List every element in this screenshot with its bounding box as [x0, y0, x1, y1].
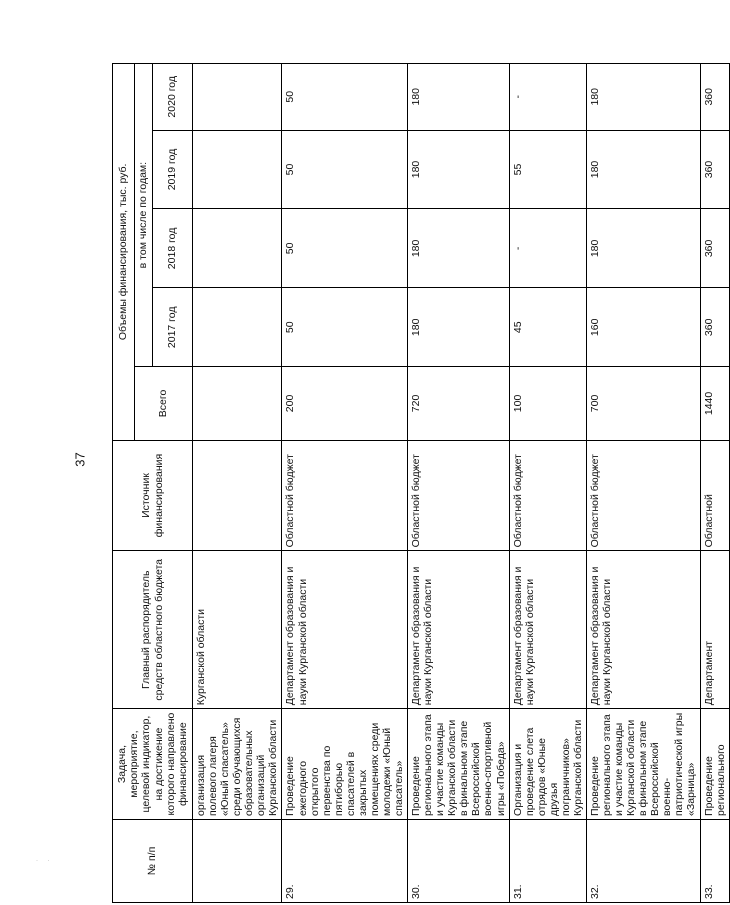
row-manager: Департамент образования и науки Курганской области: [408, 551, 510, 709]
row-2017: [193, 288, 282, 367]
table-row: [509, 64, 586, 903]
header-total: Всего: [135, 367, 193, 440]
row-manager: Департамент образования и науки Курганской области: [282, 551, 408, 709]
row-task: Проведение регионального этапа и участие команды Курганской области в финальном этапе Всероссийской военно-патриотической игры «Зарница»: [586, 709, 700, 820]
header-source: Источник финансирования: [113, 440, 193, 551]
header-num: № п/п: [113, 819, 193, 902]
row-2019: 55: [509, 130, 586, 209]
row-manager: Департамент образования и науки Курганской области: [586, 551, 700, 709]
row-2017: 160: [586, 288, 700, 367]
table-row: [586, 64, 700, 903]
row-total: 700: [586, 367, 700, 440]
row-2018: 180: [586, 209, 700, 288]
row-2018: 360: [700, 209, 729, 288]
row-source: Областной бюджет: [408, 440, 510, 551]
scan-artifact-dots: · ·: [36, 858, 54, 864]
row-2020: 50: [282, 64, 408, 131]
row-2019: 50: [282, 130, 408, 209]
header-volumes: Объемы финансирования, тыс. руб.: [113, 64, 135, 441]
row-num: 33.: [700, 819, 729, 902]
row-2019: 180: [408, 130, 510, 209]
row-total: 1440: [700, 367, 729, 440]
table-row: [700, 64, 729, 903]
header-year-2018: 2018 год: [153, 209, 193, 288]
row-source: Областной бюджет: [282, 440, 408, 551]
row-2017: 45: [509, 288, 586, 367]
row-source: Областной бюджет: [586, 440, 700, 551]
table-row: [282, 64, 408, 903]
row-manager: Курганской области: [193, 551, 282, 709]
row-2019: 180: [586, 130, 700, 209]
row-num: [193, 819, 282, 902]
row-2020: 180: [586, 64, 700, 131]
page-number: 37: [72, 452, 88, 467]
row-manager: Департамент: [700, 551, 729, 709]
table-row: [408, 64, 510, 903]
row-2017: 360: [700, 288, 729, 367]
header-task: Задача, мероприятие, целевой индикатор, на достижение которого направлено финансирование: [113, 709, 193, 820]
row-total: 200: [282, 367, 408, 440]
row-total: [193, 367, 282, 440]
row-2020: 360: [700, 64, 729, 131]
row-total: 720: [408, 367, 510, 440]
row-source: Областной: [700, 440, 729, 551]
row-2020: 180: [408, 64, 510, 131]
row-source: [193, 440, 282, 551]
row-2018: 180: [408, 209, 510, 288]
row-2018: 50: [282, 209, 408, 288]
header-manager: Главный распорядитель средств областного бюджета: [113, 551, 193, 709]
header-by-years: в том числе по годам:: [135, 64, 153, 367]
header-year-2020: 2020 год: [153, 64, 193, 131]
row-2020: [193, 64, 282, 131]
row-2017: 180: [408, 288, 510, 367]
row-num: 30.: [408, 819, 510, 902]
row-task: Проведение регионального этапа и участие команды Курганской области в финальном этапе Всероссийской военно-спортивной игры «Победа»: [408, 709, 510, 820]
row-num: 32.: [586, 819, 700, 902]
row-task: организация полевого лагеря «Юный спасатель» среди обучающихся образовательных организаций Курганской области: [193, 709, 282, 820]
row-2020: -: [509, 64, 586, 131]
financing-table: [112, 63, 730, 903]
row-task: Проведение ежегодного открытого первенства по пятиборью спасателей в закрытых помещениях среди молодежи «Юный спасатель»: [282, 709, 408, 820]
row-source: Областной бюджет: [509, 440, 586, 551]
row-num: 31.: [509, 819, 586, 902]
row-manager: Департамент образования и науки Курганской области: [509, 551, 586, 709]
row-2019: 360: [700, 130, 729, 209]
row-2017: 50: [282, 288, 408, 367]
row-task: Проведение регионального: [700, 709, 729, 820]
header-year-2019: 2019 год: [153, 130, 193, 209]
row-2018: -: [509, 209, 586, 288]
header-year-2017: 2017 год: [153, 288, 193, 367]
financing-table-container: [112, 63, 727, 903]
table-row: [193, 64, 282, 903]
row-task: Организация и проведение слета отрядов «Юные друзья пограничников» Курганской области: [509, 709, 586, 820]
row-num: 29.: [282, 819, 408, 902]
row-2019: [193, 130, 282, 209]
row-total: 100: [509, 367, 586, 440]
row-2018: [193, 209, 282, 288]
